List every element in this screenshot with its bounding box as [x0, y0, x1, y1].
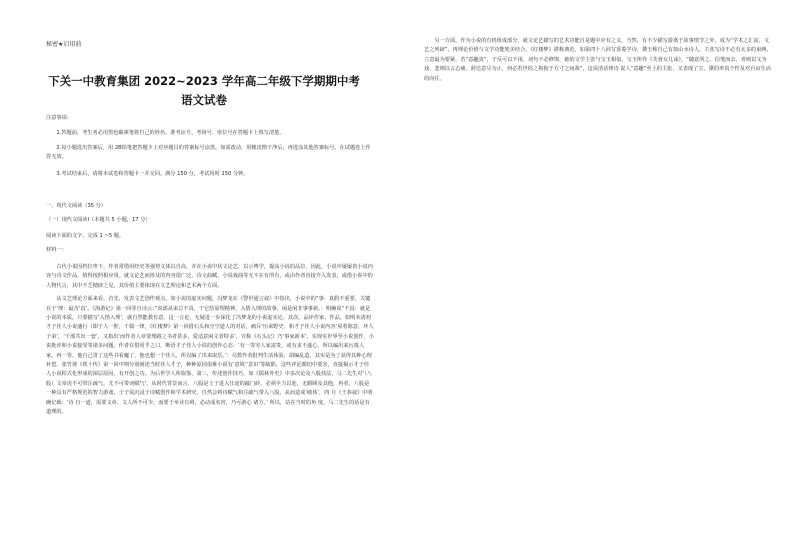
notice-item-3: 3.考试结束后，请将本试卷和答题卡一并交回。满分 150 分，考试用时 150 分钟。 [56, 171, 249, 177]
left-column [34, 0, 374, 544]
passage-paragraph-3: 另一方面，作为小说的有机组成部分，就文论艺描写的艺术功能自是题中应有之义，当然，有不少描写游离于故事情节之外，成为“学术之汇流，文艺之列肆”，再理论价值与文学功能兜美结合，《红楼梦》堪称典范，如第四十八回写香菱学诗，黛玉称自己有如山水诗人，主张写诗不必有太多的束缚，立意最为要紧，若“意趣真”，于反可以不用，词句不必修饰，她的文学主张与宝玉相似，宝玉所作《芙蓉女儿诔》，“随意所之，信笔而去，喜则以文为戏，悲则以言志痛，辞达意尽为止，何必若世俗之拘拘于方寸之间哉”，这说清话律诗 说人“意趣”至上的主张，又表现了宝、黛的率真个性及对自由生活的向往。 [424, 38, 772, 82]
title-line-2: 语文试卷 [181, 93, 227, 107]
right-column [424, 0, 774, 544]
passage-paragraph-2: 从文艺理论方面来看，首先，发表文艺创作观点。如小说的虚实问题，冯梦龙在《警世通言叙》中指出，小说中的“事：真假不重要，关键在于‘理：最否’真’。《海游记》第一回等自诗云：”说部从来总不真，干它结原理精神，入情入理的故事，闲是闲非事事新。：明确说“不真：就是小说的本质，只要描写‘入情入理’，就自然能教有意。这一言论，无疑进一步深化了冯梦龙的小说虚实论，其次，品评作家、作品。如明末清初才子佳人小说盛行（即于人一腔，千篇一律，《红楼梦》第一回借石头和空空道人的对话，痛斥‘历来野史：和才子佳人小说内容‘屋着陈意，坏人子弟’，‘千部共出一套’，又指出‘而作者人章要理路之书者甚多，爱适意闲文者特多’，宣称《石头记》乃‘事家新本’，实现实世界至小说创作，小说批评和小说接受等诸多问题。作者在借用乎之口，断语才子佳人小说的创作心态：‘有一等穷人家富贵，或有求不遂心，所以编出来污蔑人家。再一等，他自己贯了这些书看魔了，他也想一个佳人，所以编了出来取乐。’：尽数作者批判生活体验，胡编乱造，其实是为了获得其种心理补偿。张竹坡《铁十传》第一回中则分别阐述当时佳人才子，种种原因很难小说有‘意境’‘意识’等缺陷，这些评论都切中要害，直接揭示才子佳人小说程式化形成的深层原因，有开创之功。为后世学人所取鉴，第三，传述创作技巧，如《儒林外史》中多次论及八股技法，马二先生对‘（八股）文章虎不可带注疏气，尤不可带词赋气’，从时代背景而言，八股是士子进入仕途的敲门砖，必须全力以赴，无暇顾及其他，再者，八股是一种具有严格规范的智力游戏，士子需沉浸于诗赋创作和学术研究，自然会将诗赋气和注疏气带入八股，从而造成‘破体’，四 月《王恭叙》中明确记载：‘诗 自一道，需要文章，文人所不可少，而要于举业有碍，必动成名窍，乃可游心 诸方。’ 所以，站在当时的角 度，马二先生的话是有道理的。 [46, 296, 374, 416]
secret-label: 秘密★启用前 [46, 41, 82, 48]
passage-paragraph-1: 古代小说因档位卑下，作者常借用经史等强势文体以自高，并在小说中状文论艺，以示博学，提高小说的品位，因此，小说中屡屡着小说内容与诗文作品，值得按照相应用。就文论艺而涉及的内容很广泛，诗文曲赋、小说戏曲等无不在有所有，或由作者直接介入发表，或借小说中的人物代言，其中不乏精辟之见，其价值主要体现在文艺理论和艺术两个方面。 [46, 264, 373, 289]
exam-title [34, 72, 374, 110]
section-part-1: 一、现代文阅读（35 分） [46, 203, 107, 209]
section-sub-1: （一）现代文阅读Ⅰ（本题共 5 小题，17 分） [46, 217, 151, 223]
notice-item-2: 2.每小题选出答案后，用 2B铅笔把答题卡上对应题目的答案标号涂黑。如需改动，用橡皮擦干净后，再选涂其他答案标号。在试题卷上作答无效。 [46, 145, 371, 161]
section-instruction: 阅读下面的文字，完成 1 ~5 题。 [46, 233, 125, 239]
notice-item-1: 1.答题前，考生务必用黑色碳素笔将自己的姓名、准考证号、考场号、座位号在答题卡上填写清楚。 [56, 130, 285, 136]
passage-left [46, 263, 374, 418]
title-line-1: 下关一中教育集团 2022~2023 学年高二年级下学期期中考 [48, 74, 360, 88]
material-label: 材料一： [46, 247, 67, 253]
notice-heading: 注意事项： [46, 115, 72, 121]
